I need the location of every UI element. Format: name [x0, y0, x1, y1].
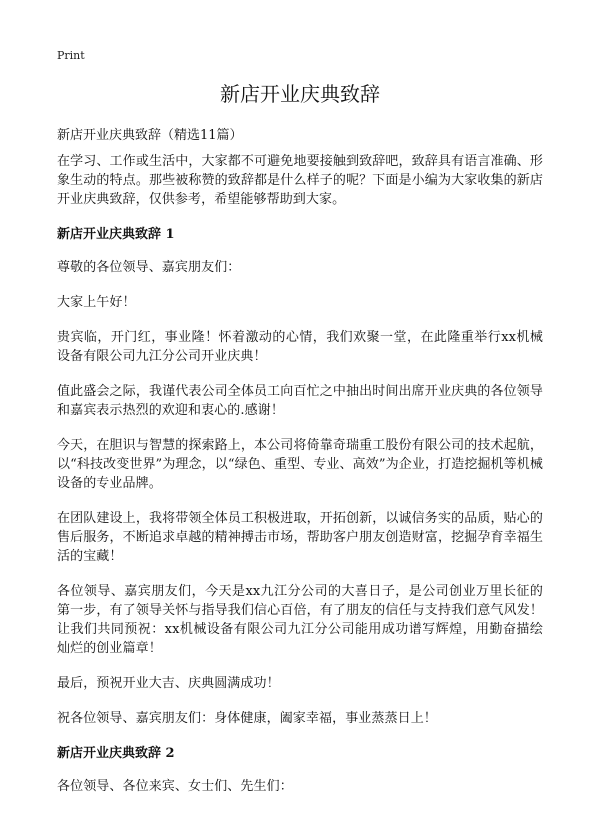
document-body [57, 152, 543, 812]
section-heading-2: 新店开业庆典致辞 2 [57, 746, 175, 761]
document-title: 新店开业庆典致辞 [220, 82, 380, 106]
section1-paragraph: 祝各位领导、嘉宾朋友们：身体健康，阖家幸福，事业蒸蒸日上！ [57, 711, 437, 726]
section-heading-1: 新店开业庆典致辞 1 [57, 227, 175, 242]
section1-paragraph: 尊敬的各位领导、嘉宾朋友们： [57, 260, 241, 275]
section1-paragraph: 各位领导、嘉宾朋友们，今天是xx九江分公司的大喜日子，是公司创业万里长征的第一步，有了领导关怀与指导我们信心百倍，有了朋友的信任与支持我们意气风发！让我们共同预祝：xx机械设备有限公司九江分公司能用成功谱写辉煌，用勤奋描绘灿烂的创业篇章！ [57, 584, 543, 656]
section1-paragraph: 贵宾临，开门红，事业隆！怀着激动的心情，我们欢聚一堂，在此隆重举行xx机械设备有限公司九江分公司开业庆典！ [57, 330, 543, 364]
section1-paragraph: 最后，预祝开业大吉、庆典圆满成功！ [57, 676, 280, 691]
print-link[interactable]: Print [57, 49, 85, 62]
document-subtitle: 新店开业庆典致辞（精选11篇） [57, 128, 243, 143]
section1-paragraph: 大家上午好！ [57, 295, 136, 310]
intro-paragraph: 在学习、工作或生活中，大家都不可避免地要接触到致辞吧，致辞具有语言准确、形象生动的特点。那些被称赞的致辞都是什么样子的呢？下面是小编为大家收集的新店开业庆典致辞，仅供参考，希望能够帮助到大家。 [57, 154, 543, 207]
section1-paragraph: 今天，在胆识与智慧的探索路上，本公司将倚靠奇瑞重工股份有限公司的技术起航，以“科技改变世界”为理念，以“绿色、重型、专业、高效”为企业，打造挖掘机等机械设备的专业品牌。 [57, 438, 543, 491]
section1-paragraph: 值此盛会之际，我谨代表公司全体员工向百忙之中抽出时间出席开业庆典的各位领导和嘉宾表示热烈的欢迎和衷心的.感谢！ [57, 384, 543, 418]
section2-paragraph: 各位领导、各位来宾、女士们、先生们： [57, 779, 293, 794]
section1-paragraph: 在团队建设上，我将带领全体员工积极进取，开拓创新，以诚信务实的品质，贴心的售后服务，不断追求卓越的精神搏击市场，帮助客户朋友创造财富，挖掘孕育幸福生活的宝藏！ [57, 511, 543, 564]
